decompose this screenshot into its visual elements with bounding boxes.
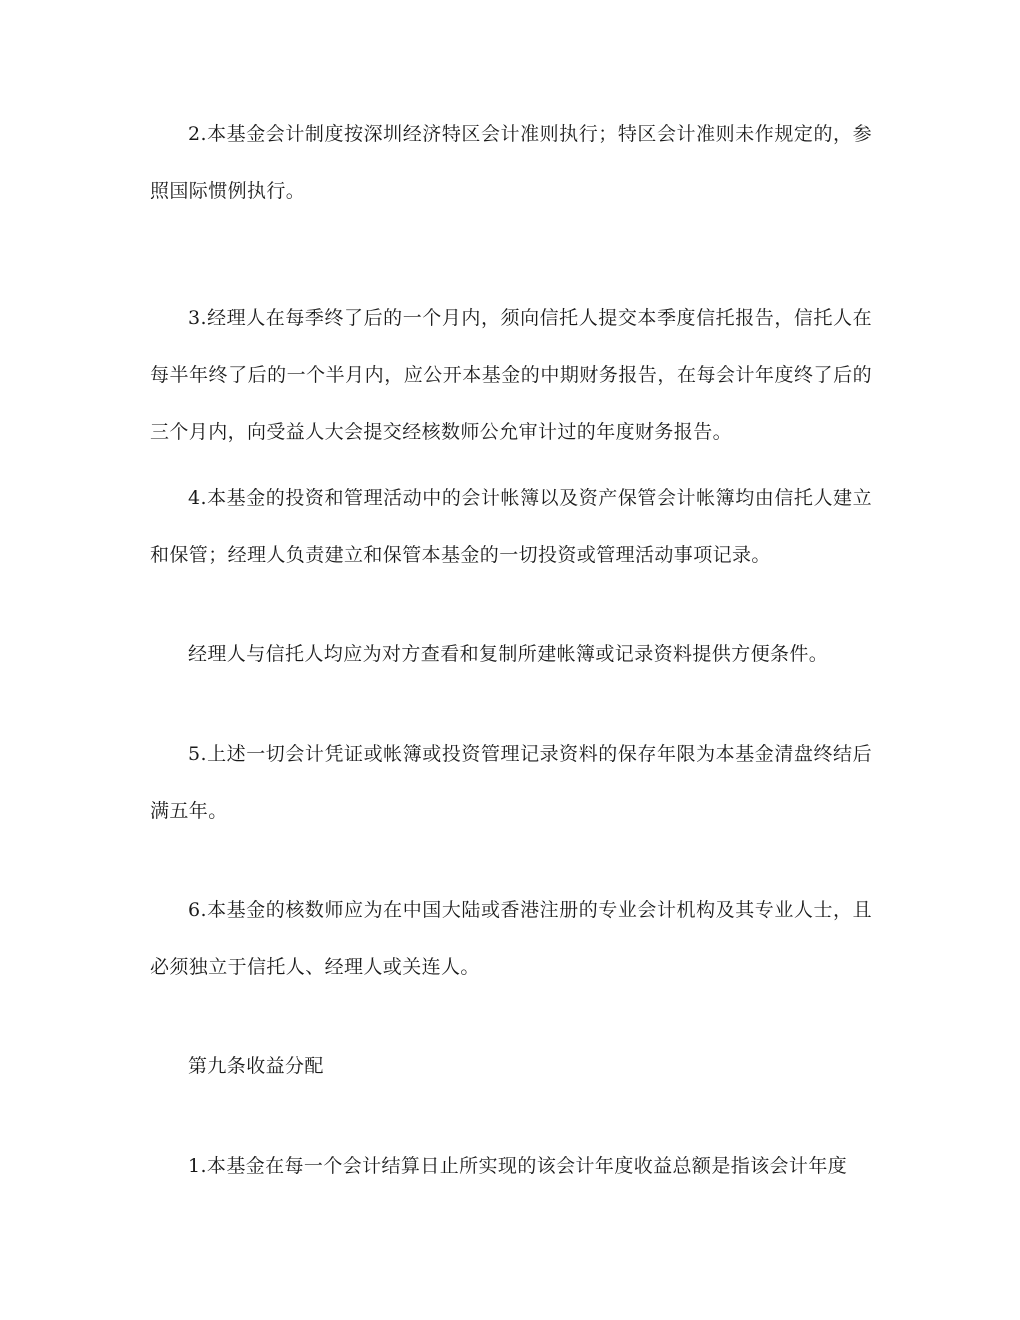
- paragraph-total-income: 1.本基金在每一个会计结算日止所实现的该会计年度收益总额是指该会计年度: [188, 1155, 848, 1177]
- paragraph-access-convenience: 经理人与信托人均应为对方查看和复制所建帐簿或记录资料提供方便条件。: [188, 643, 829, 665]
- paragraph-accounting-system: 2.本基金会计制度按深圳经济特区会计准则执行；特区会计准则未作规定的，参照国际惯例执行。: [150, 123, 872, 202]
- paragraph-auditor: 6.本基金的核数师应为在中国大陆或香港注册的专业会计机构及其专业人士，且必须独立于信托人、经理人或关连人。: [150, 899, 872, 978]
- paragraph-account-books: 4.本基金的投资和管理活动中的会计帐簿以及资产保管会计帐簿均由信托人建立和保管；经理人负责建立和保管本基金的一切投资或管理活动事项记录。: [150, 487, 872, 566]
- section-heading-income-distribution: 第九条收益分配: [188, 1055, 324, 1077]
- paragraph-reporting-schedule: 3.经理人在每季终了后的一个月内，须向信托人提交本季度信托报告，信托人在每半年终了后的一个半月内，应公开本基金的中期财务报告，在每会计年度终了后的三个月内，向受益人大会提交经核数师公允审计过的年度财务报告。: [150, 307, 872, 443]
- paragraph-retention-period: 5.上述一切会计凭证或帐簿或投资管理记录资料的保存年限为本基金清盘终结后满五年。: [150, 743, 872, 822]
